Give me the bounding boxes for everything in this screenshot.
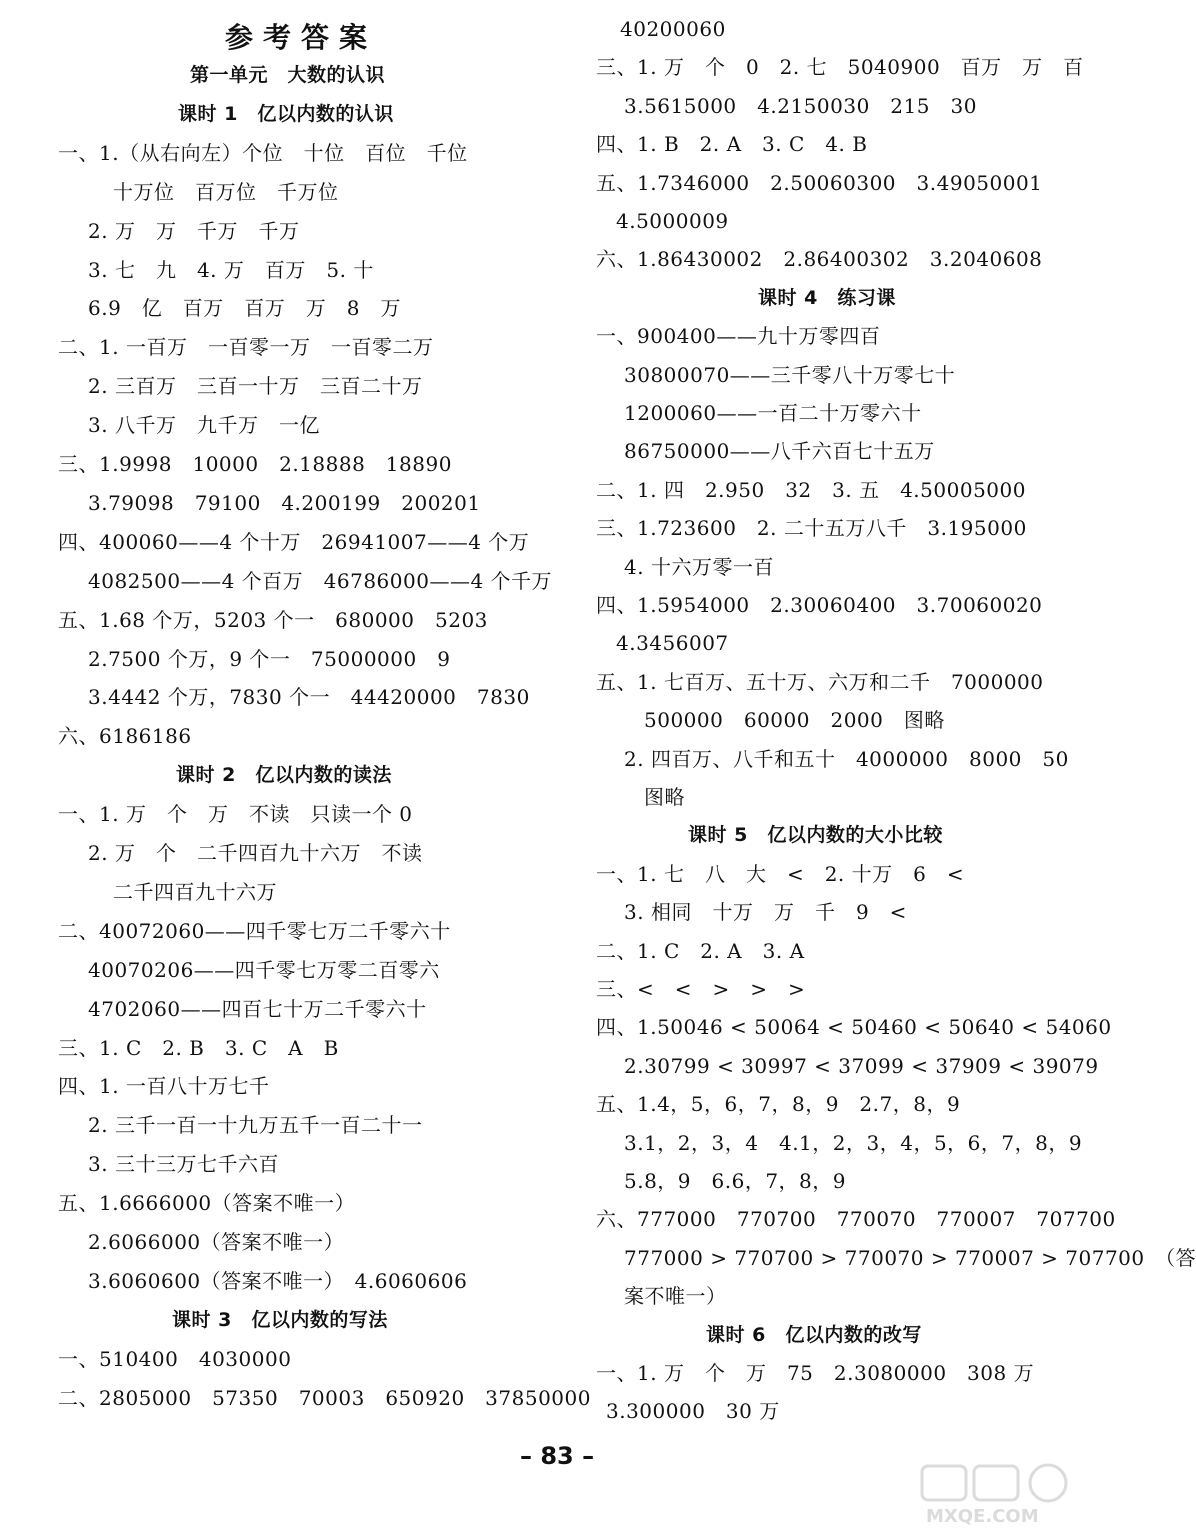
answer-line: 3. 八千万 九千万 一亿 [88, 413, 320, 438]
answer-line: 2. 万 万 千万 千万 [88, 218, 300, 243]
answer-line: 一、1. 万 个 万 75 2.3080000 308 万 [596, 1361, 1035, 1385]
answer-line: 40070206——四千零七万零二百零六 [88, 957, 440, 982]
answer-line: 四、1.5954000 2.30060400 3.70060020 [596, 593, 1043, 617]
answer-line: 三、1. C 2. B 3. C A B [58, 1035, 339, 1060]
answer-line: 一、1. 七 八 大 < 2. 十万 6 < [596, 861, 965, 886]
answer-line: 30800070——三千零八十万零七十 [624, 362, 956, 387]
page-title: 参考答案 [225, 21, 378, 54]
answer-line: 3.1，2，3，4 4.1，2，3，4，5，6，7，8，9 [624, 1130, 1083, 1155]
answer-line: 4.3456007 [616, 631, 729, 656]
answer-line: 三、1. 万 个 0 2. 七 5040900 百万 万 百 [596, 55, 1084, 80]
answer-line: 二千四百九十六万 [113, 879, 277, 904]
answer-line: 四、1.50046 < 50064 < 50460 < 50640 < 54060 [596, 1015, 1112, 1040]
answer-line: 86750000——八千六百七十五万 [624, 439, 935, 464]
answer-line: 三、1.9998 10000 2.18888 18890 [58, 452, 452, 476]
answer-line: 4.5000009 [616, 209, 729, 233]
answer-line: 五、1. 七百万、五十万、六万和二千 7000000 [596, 669, 1044, 694]
answer-line: 1200060——一百二十万零六十 [624, 401, 922, 425]
answer-line: 3.79098 79100 4.200199 200201 [88, 490, 481, 515]
section-heading: 课时 6 亿以内数的改写 [706, 1323, 922, 1346]
answer-line: 4082500——4 个百万 46786000——4 个千万 [88, 568, 553, 593]
answer-line: 2. 三百万 三百一十万 三百二十万 [88, 374, 423, 399]
answer-line: 二、1. 一百万 一百零一万 一百零二万 [58, 335, 434, 360]
answer-line: 二、1. C 2. A 3. A [596, 938, 805, 963]
answer-line: 六、6186186 [58, 724, 192, 749]
answer-line: 3.300000 30 万 [606, 1399, 780, 1424]
answer-line: 3. 三十三万七千六百 [88, 1152, 279, 1177]
answer-line: 二、1. 四 2.950 32 3. 五 4.50005000 [596, 477, 1026, 502]
answer-line: 三、< < > > > [596, 977, 806, 1001]
answer-line: 六、777000 770700 770070 770007 707700 [596, 1207, 1116, 1232]
answer-line: 2.30799 < 30997 < 37099 < 37909 < 39079 [624, 1053, 1099, 1078]
answer-line: 2. 万 个 二千四百九十六万 不读 [88, 841, 423, 865]
answer-line: 3.5615000 4.2150030 215 30 [624, 93, 977, 118]
answer-line: 2. 三千一百一十九万五千一百二十一 [88, 1113, 423, 1138]
answer-line: 案不唯一） [624, 1284, 727, 1309]
answer-line: 五、1.6666000（答案不唯一） [58, 1191, 356, 1216]
answer-line: 一、1.（从右向左）个位 十位 百位 千位 [58, 140, 468, 165]
answer-line: 3.4442 个万，7830 个一 44420000 7830 [88, 685, 530, 710]
answer-line: 5.8，9 6.6，7，8，9 [624, 1169, 847, 1193]
answer-line: 三、1.723600 2. 二十五万八千 3.195000 [596, 516, 1027, 541]
answer-line: 3.6060600（答案不唯一） 4.6060606 [88, 1268, 468, 1293]
answer-line: 四、1. 一百八十万七千 [58, 1074, 270, 1099]
section-heading: 课时 1 亿以内数的认识 [178, 102, 394, 125]
answer-line: 3. 相同 十万 万 千 9 < [624, 900, 907, 925]
answer-line: 图略 [644, 785, 685, 809]
answer-line: 2.7500 个万，9 个一 75000000 9 [88, 646, 451, 671]
answer-line: 一、510400 4030000 [58, 1346, 292, 1371]
answer-line: 六、1.86430002 2.86400302 3.2040608 [596, 247, 1043, 272]
section-heading: 课时 2 亿以内数的读法 [176, 764, 392, 787]
answer-line: 十万位 百万位 千万位 [113, 179, 339, 204]
answer-line: 40200060 [620, 17, 726, 41]
answer-line: 二、40072060——四千零七万二千零六十 [58, 918, 451, 943]
answer-line: 2. 四百万、八千和五十 4000000 8000 50 [624, 746, 1069, 771]
answer-line: 500000 60000 2000 图略 [644, 708, 945, 733]
section-heading: 课时 3 亿以内数的写法 [172, 1308, 388, 1331]
section-heading: 课时 4 练习课 [758, 286, 896, 309]
answer-line: 6.9 亿 百万 百万 万 8 万 [88, 296, 402, 321]
answer-line: 一、1. 万 个 万 不读 只读一个 0 [58, 802, 413, 827]
section-heading: 第一单元 大数的认识 [190, 64, 386, 86]
answer-line: 3. 七 九 4. 万 百万 5. 十 [88, 257, 374, 282]
answer-line: 五、1.7346000 2.50060300 3.49050001 [596, 170, 1043, 195]
answer-line: 4. 十六万零一百 [624, 554, 774, 579]
answer-line: 四、400060——4 个十万 26941007——4 个万 [58, 529, 530, 554]
answer-line: 五、1.68 个万，5203 个一 680000 5203 [58, 607, 488, 632]
answer-line: 四、1. B 2. A 3. C 4. B [596, 132, 868, 157]
svg-text:MXQE.COM: MXQE.COM [926, 1506, 1039, 1527]
page-number: – 83 – [520, 1442, 595, 1470]
answer-line: 2.6066000（答案不唯一） [88, 1230, 345, 1254]
answer-line: 二、2805000 57350 70003 650920 37850000 [58, 1385, 591, 1410]
answer-line: 4702060——四百七十万二千零六十 [88, 996, 427, 1021]
answer-line: 777000 > 770700 > 770070 > 770007 > 707700 （答 [624, 1245, 1196, 1270]
answer-line: 五、1.4，5，6，7，8，9 2.7，8，9 [596, 1092, 961, 1117]
watermark-logo [918, 1462, 1094, 1528]
section-heading: 课时 5 亿以内数的大小比较 [688, 824, 943, 847]
answer-line: 一、900400——九十万零四百 [596, 324, 881, 349]
